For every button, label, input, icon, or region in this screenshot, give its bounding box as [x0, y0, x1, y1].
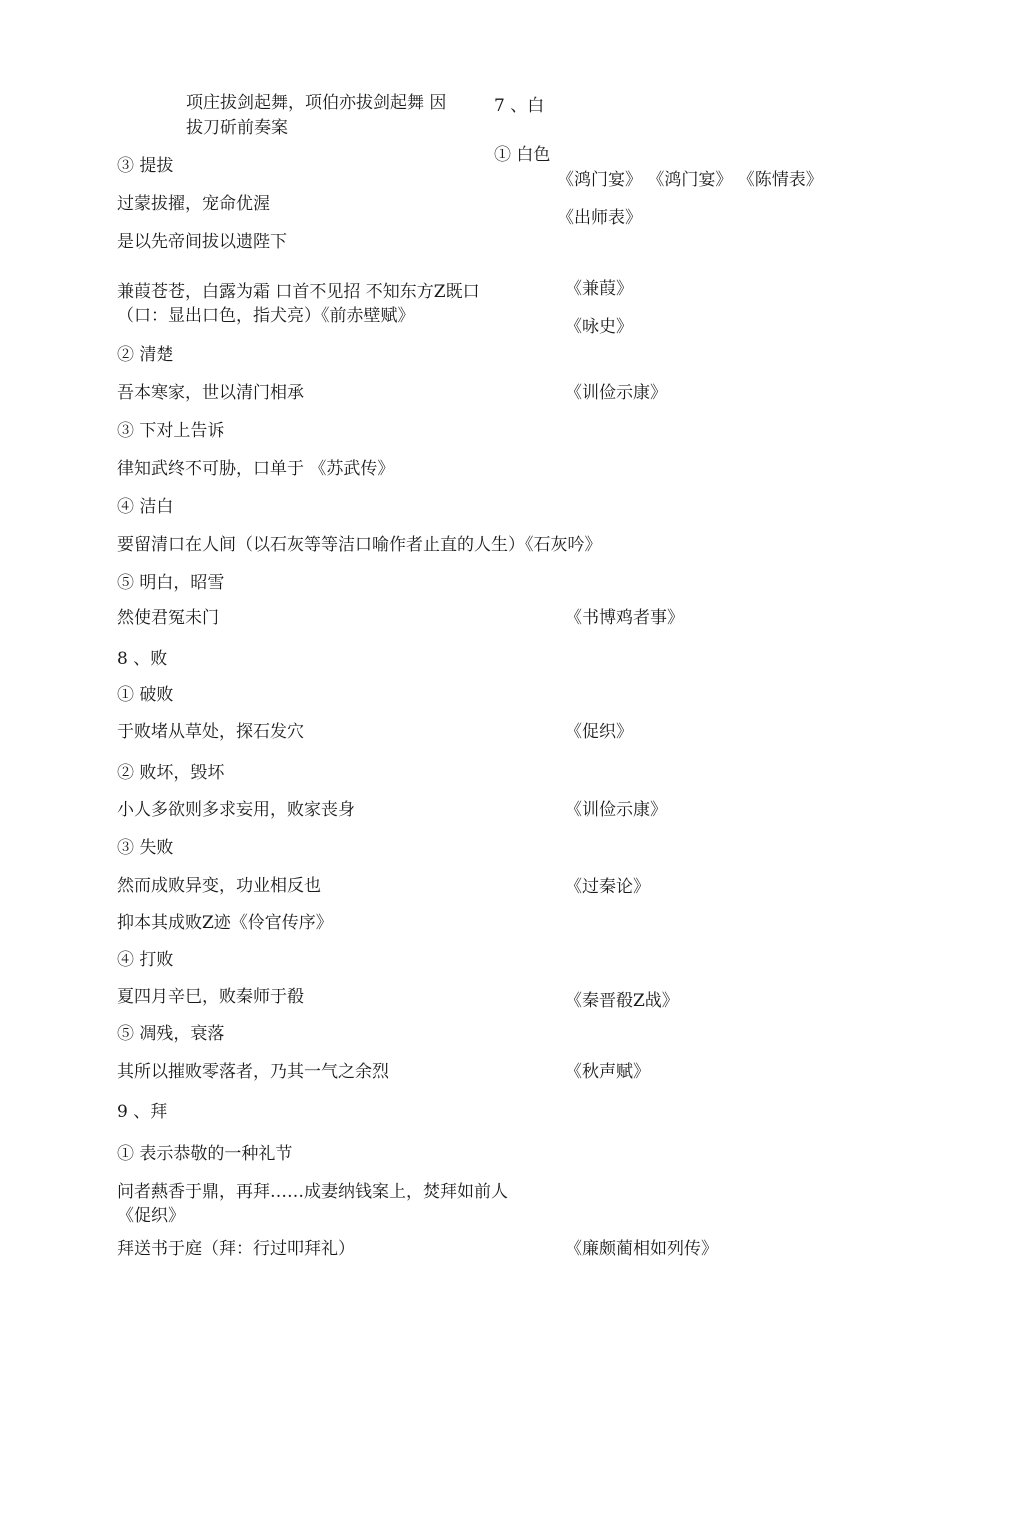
quote-xiasi: 夏四月辛巳，败秦师于殽	[117, 987, 304, 1007]
quote-lvzhi: 律知武终不可胁，口单于 《苏武传》	[117, 459, 395, 479]
quote-yaoliu: 要留清口在人间（以石灰等等洁口喻作者止直的人生）《石灰吟》	[117, 535, 602, 555]
quote-yubai: 于败堵从草处，探石发穴	[117, 722, 304, 742]
section-9-heading: 9 、拜	[117, 1102, 168, 1122]
quote-shiyi: 是以先帝间拔以遗陛下	[117, 232, 287, 252]
source-lianpo: 《廉颇蔺相如列传》	[565, 1239, 718, 1259]
source-guoqin: 《过秦论》	[565, 877, 650, 897]
sense-8-5: ⑤ 凋残，衰落	[117, 1024, 225, 1044]
quote-xiangzhuang: 项庄拔剑起舞，项伯亦拔剑起舞 因	[186, 93, 447, 113]
source-qinjin: 《秦晋殽Z战》	[565, 991, 679, 1011]
source-chushibiao: 《出师表》	[557, 208, 642, 228]
quote-wenzhe: 问者爇香于鼎，再拜……成妻纳钱案上，焚拜如前人	[117, 1182, 508, 1202]
sense-8-4: ④ 打败	[117, 950, 174, 970]
sense-7-3: ③ 下对上告诉	[117, 421, 225, 441]
quote-yiben: 抑本其成败Z迹《伶官传序》	[117, 913, 333, 933]
source-cuzhi-2: 《促织》	[117, 1206, 185, 1226]
quote-guomeng: 过蒙拔擢，宠命优渥	[117, 194, 270, 214]
source-xunjian-1: 《训俭示康》	[565, 383, 667, 403]
section-8-heading: 8 、败	[117, 649, 168, 669]
sense-7-4: ④ 洁白	[117, 497, 174, 517]
source-cuzhi-1: 《促织》	[565, 722, 633, 742]
source-xunjian-2: 《训俭示康》	[565, 800, 667, 820]
source-yongshi: 《咏史》	[565, 317, 633, 337]
source-qiusheng: 《秋声赋》	[565, 1062, 650, 1082]
quote-xiaoren: 小人多欲则多求妄用，败家丧身	[117, 800, 355, 820]
source-jianjia: 《兼葭》	[565, 279, 633, 299]
quote-qisuoyi: 其所以摧败零落者，乃其一气之余烈	[117, 1062, 389, 1082]
quote-baisong: 拜送书于庭（拜：行过叩拜礼）	[117, 1239, 355, 1259]
sense-7-5: ⑤ 明白，昭雪	[117, 573, 225, 593]
section-7-heading: 7 、白	[494, 96, 545, 116]
sense-8-1: ① 破败	[117, 685, 174, 705]
sense-7-2: ② 清楚	[117, 345, 174, 365]
sense-7-1: ① 白色	[494, 145, 551, 165]
quote-ranshi: 然使君冤未门	[117, 608, 219, 628]
sense-tiba: ③ 提拔	[117, 156, 174, 176]
quote-jianjia: 兼葭苍苍，白露为霜 口首不见招 不知东方Z既口	[117, 282, 480, 302]
quote-badao: 拔刀斫前奏案	[186, 118, 288, 138]
quote-wuben: 吾本寒家，世以清门相承	[117, 383, 304, 403]
sense-8-2: ② 败坏，毁坏	[117, 763, 225, 783]
source-refs-7-1: 《鸿门宴》 《鸿门宴》 《陈情表》	[557, 170, 823, 190]
sense-8-3: ③ 失败	[117, 838, 174, 858]
sense-9-1: ① 表示恭敬的一种礼节	[117, 1144, 293, 1164]
source-shubo: 《书博鸡者事》	[565, 608, 684, 628]
quote-raner: 然而成败异变，功业相反也	[117, 876, 321, 896]
gloss-kou: （口：显出口色，指犬亮）《前赤壁赋》	[117, 306, 415, 326]
